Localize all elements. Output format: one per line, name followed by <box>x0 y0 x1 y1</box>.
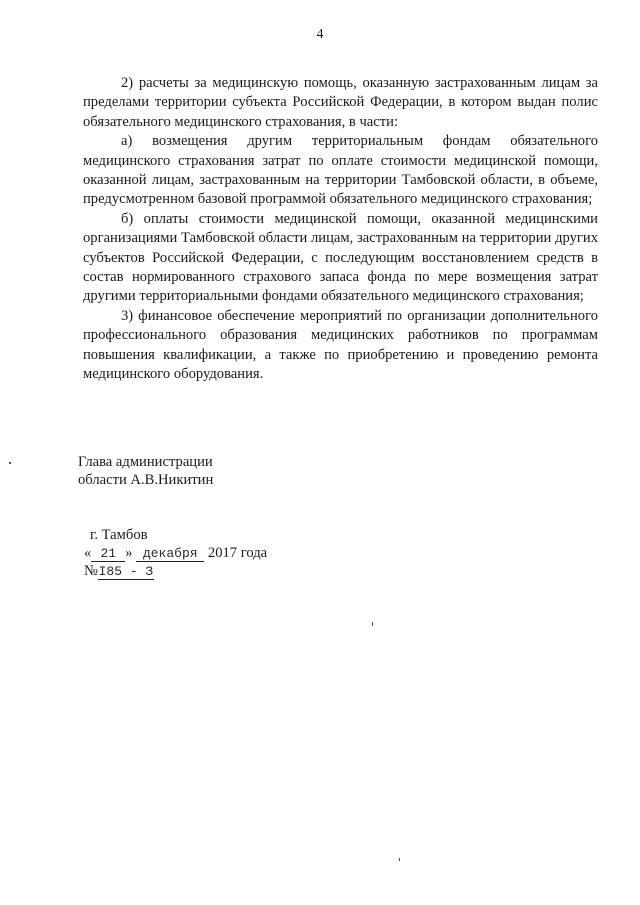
paragraph-item-2: 2) расчеты за медицинскую помощь, оказанную застрахованным лицам за пределами территории субъекта Российской Федерации, в котором выдан полис обязательного медицинского страхования, в части: <box>83 75 598 130</box>
document-body <box>83 74 598 385</box>
quote-open: « <box>84 545 92 561</box>
quote-close: » <box>125 545 133 561</box>
paragraph-subitem-b: б) оплаты стоимости медицинской помощи, оказанной медицинскими организациями Тамбовской области лицам, застрахованным на территории других субъектов Российской Федерации, с последующим восстановлением средств в состав нормированного страхового запаса фонда по мере возмещения затрат другими территориальными фондами обязательного медицинского страхования; <box>83 210 598 305</box>
scan-speck <box>399 858 400 861</box>
scan-speck <box>9 462 11 464</box>
paragraph-item-3: 3) финансовое обеспечение мероприятий по организации дополнительного профессионального образования медицинских работников по программам повышения квалификации, а также по приобретению и проведению ремонта медицинского оборудования. <box>83 307 598 383</box>
number-sign: № <box>84 563 98 579</box>
date-line <box>84 544 267 562</box>
signatory-name: области А.В.Никитин <box>78 472 214 488</box>
document-number-field: I85 - З <box>98 564 154 579</box>
month-field: декабря <box>136 546 204 562</box>
scan-speck <box>372 622 373 626</box>
signature-block <box>78 453 213 489</box>
signatory-title: Глава администрации <box>78 454 213 470</box>
document-number-line <box>84 562 267 580</box>
city-name: г. Тамбов <box>90 527 148 543</box>
page-number: 4 <box>316 27 324 42</box>
place-date-block <box>84 526 267 580</box>
day-field: 21 <box>91 546 125 562</box>
year-text: 2017 года <box>207 545 268 561</box>
paragraph-subitem-a: а) возмещения другим территориальным фондам обязательного медицинского страхования затрат по оплате стоимости медицинской помощи, оказанной лицам, застрахованным на территории Тамбовской области, в объеме, предусмотренном базовой программой обязательного медицинского страхования; <box>83 133 598 208</box>
